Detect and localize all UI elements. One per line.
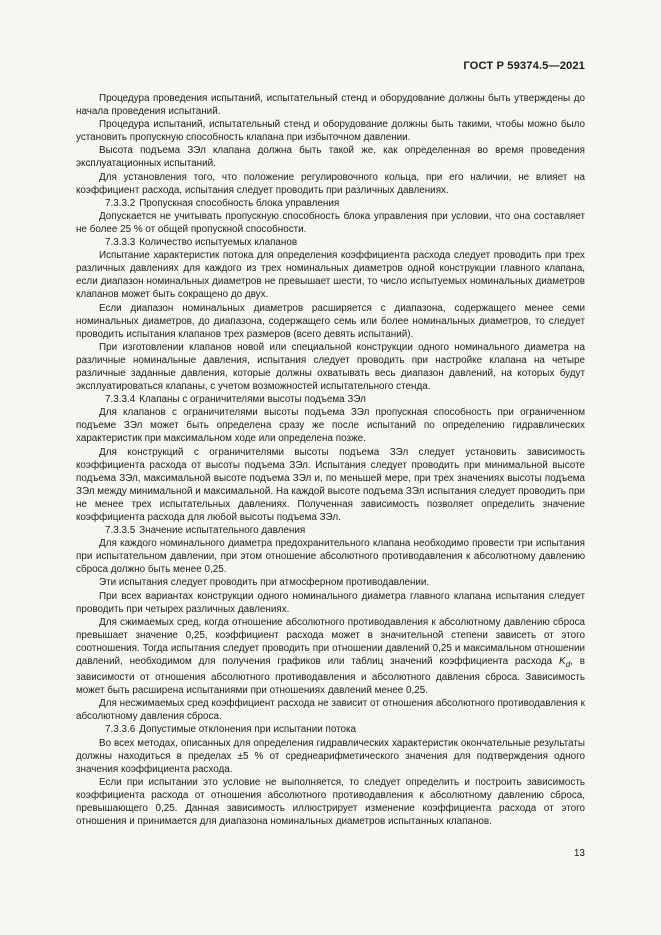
paragraph-with-formula bbox=[76, 616, 585, 698]
section-heading bbox=[76, 393, 585, 406]
standard-header: ГОСТ Р 59374.5—2021 bbox=[463, 60, 585, 72]
paragraph: Процедура проведения испытаний, испытательный стенд и оборудование должны быть утверждены до начала проведения испытаний. bbox=[76, 93, 585, 118]
document-body bbox=[76, 92, 585, 828]
paragraph: Для установления того, что положение регулировочного кольца, при его наличии, не влияет на коэффициент расхода, испытания следует проводить при различных давлениях. bbox=[76, 171, 585, 196]
paragraph: Для несжимаемых сред коэффициент расхода не зависит от отношения абсолютного противодавления к абсолютному давления сброса. bbox=[76, 698, 585, 723]
paragraph: Если при испытании это условие не выполняется, то следует определить и построить зависимость коэффициента расхода от отношения абсолютного противодавления к абсолютному давлению сброса, превышающего 0,25. Данная зависимость иллюстрирует изменение коэффициента расхода от этого отношения и принимается для диапазона номинальных диаметров испытанных клапанов. bbox=[76, 776, 585, 828]
section-title: Значение испытательного давления bbox=[139, 525, 306, 537]
paragraph: Для клапанов с ограничителями высоты подъема ЗЭл пропускная способность при ограниченном подъеме ЗЭл может быть определена сразу же после испытаний по определению гидравлических характеристик при максимальном ходе или определена позже. bbox=[76, 407, 585, 445]
section-title: Допустимые отклонения при испытании потока bbox=[139, 724, 357, 736]
section-number: 7.3.3.3 bbox=[105, 237, 136, 249]
section-number: 7.3.3.6 bbox=[105, 724, 136, 736]
paragraph: Для конструкций с ограничителями высоты подъема ЗЭл следует установить зависимость коэффициента расхода от высоты подъема ЗЭл. Испытания следует проводить при минимальной высоте подъема ЗЭл, максимальной высоте подъема ЗЭл и, по меньшей мере, при трех значениях высоты подъема ЗЭл между минимальной и максимальной. На каждой высоте подъема ЗЭл испытания следует проводить при не менее трех испытательных давлениях. Полученная зависимость позволяет определить значение коэффициента расхода для любой высоты подъема ЗЭл. bbox=[76, 446, 585, 523]
section-title: Пропускная способность блока управления bbox=[139, 197, 340, 209]
paragraph: Для каждого номинального диаметра предохранительного клапана необходимо провести три испытания при испытательном давлении, при этом отношение абсолютного противодавления к абсолютному давлению сброса должно быть менее 0,25. bbox=[76, 538, 585, 576]
section-heading bbox=[76, 236, 585, 249]
paragraph: Процедура испытаний, испытательный стенд и оборудование должны быть такими, чтобы можно было установить пропускную способность клапана при избыточном давлении. bbox=[76, 119, 585, 144]
paragraph: При изготовлении клапанов новой или специальной конструкции одного номинального диаметра на различные номинальные давления, испытания следует проводить при настройке клапана на четыре различные заданные давления, которые должны охватывать весь диапазон давлений, на которых будут эксплуатироваться клапаны, с учетом возможностей испытательного стенда. bbox=[76, 341, 585, 393]
section-title: Количество испытуемых клапанов bbox=[139, 237, 298, 249]
formula-symbol: K bbox=[559, 656, 566, 668]
paragraph: Допускается не учитывать пропускную способность блока управления при условии, что она составляет не более 25 % от общей пропускной способности. bbox=[76, 210, 585, 235]
section-heading bbox=[76, 723, 585, 736]
paragraph-text-before: Для сжимаемых сред, когда отношение абсолютного противодавления к абсолютному давлению сброса превышает значение 0,25, коэффициент расхода может в значительной степени зависеть от этого соотношения. Тогда испытания следует проводить при отношении давлений 0,25 и максимальном отношении давлений, необходимом для получения графиков или таблиц значений коэффициента расхода bbox=[76, 616, 585, 668]
paragraph: Если диапазон номинальных диаметров расширяется с диапазона, содержащего менее семи номинальных диаметров, до диапазона, содержащего семь или более номинальных диаметров, то следует проводить испытания клапанов трех размеров (всего девять испытаний). bbox=[76, 302, 585, 340]
paragraph: При всех вариантах конструкции одного номинального диаметра главного клапана испытания следует проводить при четырех различных давлениях. bbox=[76, 590, 585, 615]
section-heading bbox=[76, 197, 585, 210]
section-heading bbox=[76, 524, 585, 537]
paragraph: Высота подъема ЗЭл клапана должна быть такой же, как определенная во время проведения эксплуатационных испытаний. bbox=[76, 145, 585, 170]
formula-subscript: d bbox=[565, 660, 571, 669]
section-number: 7.3.3.4 bbox=[105, 394, 136, 406]
page-number: 13 bbox=[573, 848, 585, 859]
section-number: 7.3.3.2 bbox=[105, 197, 136, 209]
section-number: 7.3.3.5 bbox=[105, 525, 136, 537]
paragraph: Во всех методах, описанных для определения гидравлических характеристик окончательные результаты должны находиться в пределах ±5 % от среднеарифметического значения для подтверждения одного значения коэффициента расхода. bbox=[76, 737, 585, 775]
section-title: Клапаны с ограничителями высоты подъема ЗЭл bbox=[139, 394, 366, 406]
paragraph: Испытание характеристик потока для определения коэффициента расхода следует проводить при трех различных давлениях для каждого из трех номинальных диаметров одной конструкции главного клапана, если диапазон номинальных диаметров не превышает шести, то число испытуемых номинальных диаметров клапанов может быть сокращено до двух. bbox=[76, 250, 585, 301]
paragraph: Эти испытания следует проводить при атмосферном противодавлении. bbox=[99, 577, 430, 589]
paragraph-text-after: , в зависимости от отношения абсолютного противодавления и абсолютного давления сброса. Зависимость может быть расширена испытаниями при отношениях давлений менее 0,25. bbox=[76, 656, 586, 697]
